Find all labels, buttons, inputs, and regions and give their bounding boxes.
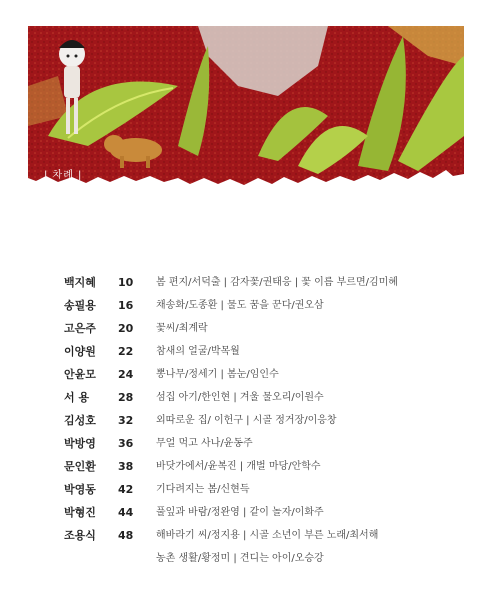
poem-list: 기다려지는 봄/신현득 bbox=[156, 484, 250, 495]
toc-row bbox=[0, 390, 500, 412]
poem-list: 풀잎과 바람/정완영 | 같이 놀자/이화주 bbox=[156, 507, 324, 518]
page-number: 28 bbox=[118, 391, 134, 404]
poem-list: 뽕나무/정세기 | 봄눈/임인수 bbox=[156, 369, 279, 380]
illustrator-name: 문인환 bbox=[64, 460, 96, 473]
poem-list: 무얼 먹고 사나/윤동주 bbox=[156, 438, 253, 449]
illustrator-name: 고은주 bbox=[64, 322, 96, 335]
toc-row bbox=[0, 551, 500, 573]
illustrator-name: 박영동 bbox=[64, 483, 96, 496]
page-number: 24 bbox=[118, 368, 134, 381]
page-number: 42 bbox=[118, 483, 134, 496]
toc-row bbox=[0, 275, 500, 297]
page-number: 22 bbox=[118, 345, 134, 358]
illustrator-name: 박방영 bbox=[64, 437, 96, 450]
page-number: 10 bbox=[118, 276, 134, 289]
poem-list: 해바라기 씨/정지용 | 시골 소년이 부른 노래/최서해 bbox=[156, 530, 379, 541]
toc-row bbox=[0, 505, 500, 527]
poem-list: 봄 편지/서덕출 | 감자꽃/권태응 | 꽃 이름 부르면/김미혜 bbox=[156, 277, 398, 288]
page-number: 44 bbox=[118, 506, 134, 519]
toc-row bbox=[0, 459, 500, 481]
poem-list: 외따로운 집/ 이헌구 | 시골 정거장/이응창 bbox=[156, 415, 337, 426]
illustrator-name: 박형진 bbox=[64, 506, 96, 519]
illustrator-name: 조용식 bbox=[64, 529, 96, 542]
illustrator-name: 이양원 bbox=[64, 345, 96, 358]
illustrator-name: 송필용 bbox=[64, 299, 96, 312]
toc-row bbox=[0, 413, 500, 435]
toc-row bbox=[0, 321, 500, 343]
page-number: 20 bbox=[118, 322, 134, 335]
toc-row bbox=[0, 344, 500, 366]
poem-list: 채송화/도종환 | 물도 꿈을 꾼다/권오삼 bbox=[156, 300, 324, 311]
poem-list: 꽃씨/최계락 bbox=[156, 323, 208, 334]
poem-list: 섬집 아기/한인현 | 겨울 물오리/이원수 bbox=[156, 392, 324, 403]
illustrator-name: 서 용 bbox=[64, 391, 90, 404]
page-number: 36 bbox=[118, 437, 134, 450]
toc-row bbox=[0, 367, 500, 389]
toc-row bbox=[0, 528, 500, 550]
poem-list: 참새의 얼굴/박목월 bbox=[156, 346, 240, 357]
page-number: 48 bbox=[118, 529, 134, 542]
page-number: 32 bbox=[118, 414, 134, 427]
illustrator-name: 안윤모 bbox=[64, 368, 96, 381]
toc-row bbox=[0, 436, 500, 458]
illustrator-name: 백지혜 bbox=[64, 276, 96, 289]
poem-list: 농촌 생활/황정미 | 견디는 아이/오승강 bbox=[156, 553, 324, 564]
contents-label: | 차례 | bbox=[44, 170, 83, 181]
poem-list: 바닷가에서/윤복진 | 개벌 마당/안학수 bbox=[156, 461, 321, 472]
illustrator-name: 김성호 bbox=[64, 414, 96, 427]
page-number: 38 bbox=[118, 460, 134, 473]
page-number: 16 bbox=[118, 299, 134, 312]
toc-row bbox=[0, 482, 500, 504]
toc-row bbox=[0, 298, 500, 320]
